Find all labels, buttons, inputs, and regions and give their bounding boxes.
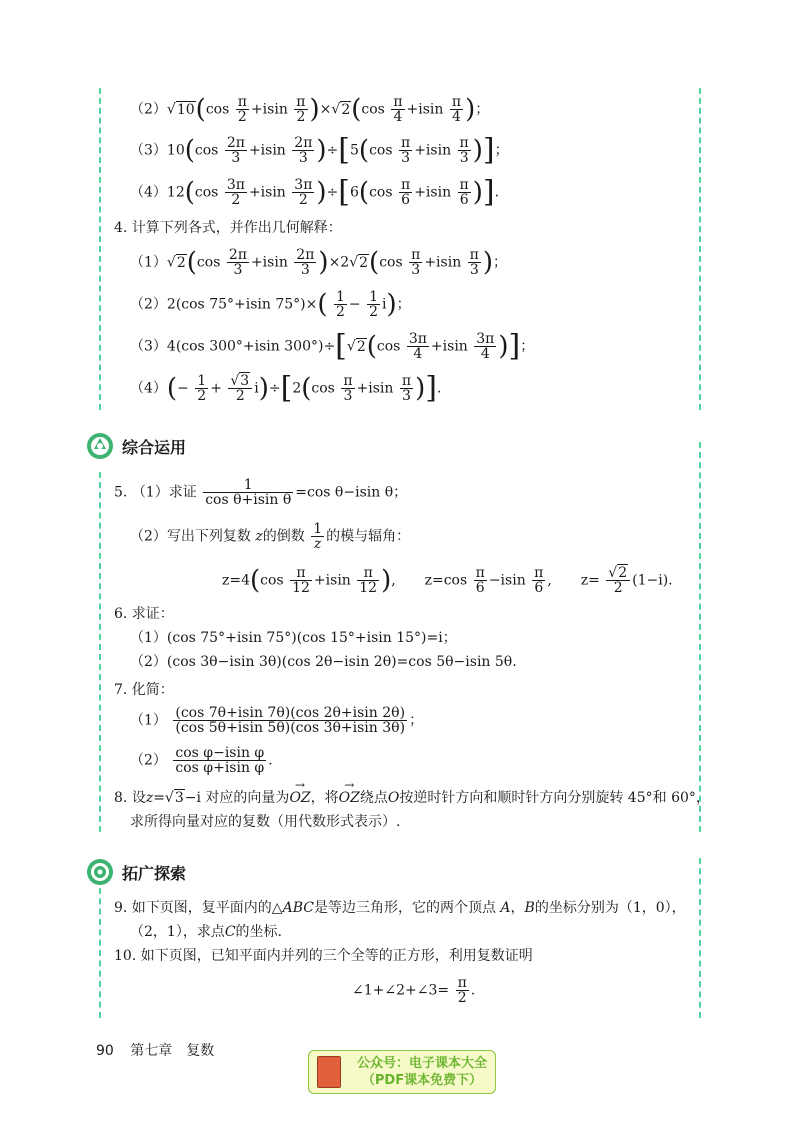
left-dashed-rule — [99, 88, 101, 410]
explore-icon — [86, 858, 114, 886]
left-dashed-rule — [99, 888, 101, 1018]
exercise-7-part-2: （2） $\frac{\text{cos φ−isin φ}}{\text{cos φ+isin φ}}$ . — [130, 745, 273, 776]
right-dashed-rule — [699, 88, 701, 410]
exercise-8-line-2: 求所得向量对应的复数（用代数形式表示）. — [130, 814, 401, 830]
section-header-explore — [86, 858, 186, 886]
exercise-4-part-1: （1）√2(cos $\frac{2\pi}{3}$ +isin $\frac{2\pi}{3}$ )×2√2(cos $\frac{\pi}{3}$ +isin $\frac{\pi}{3}$ )； — [130, 247, 508, 278]
stamp-line-1: 公众号：电子课本大全 — [356, 1056, 487, 1071]
section-title: 拓广探索 — [122, 863, 187, 883]
trefoil-icon — [86, 432, 114, 460]
exercise-3-part-3: （3）10(cos $\frac{2\pi}{3}$ +isin $\frac{2\pi}{3}$ )÷[5(cos $\frac{\pi}{3}$ +isin $\frac{\pi}{3}$ )]； — [130, 132, 509, 168]
chapter-title: 第七章 复数 — [130, 1043, 215, 1059]
stamp-line-2: （PDF课本免费下） — [361, 1073, 483, 1088]
exercise-6-title: 6. 求证： — [114, 606, 174, 622]
exercise-6-part-1: （1）(cos 75°+isin 75°)(cos 15°+isin 15°)=i； — [130, 630, 457, 646]
watermark-stamp — [308, 1050, 496, 1094]
exercise-9-line-2: （2，1），求点C的坐标. — [130, 924, 282, 940]
exercise-5-part-1: 5. （1）求证 $\frac{1}{\text{cos θ+isin θ}}$ =cos θ−isin θ； — [114, 477, 408, 508]
exercise-9-line-1: 9. 如下页图，复平面内的△ABC是等边三角形，它的两个顶点 A，B的坐标分别为（1，0）， — [114, 900, 686, 916]
section-title: 综合运用 — [122, 437, 187, 457]
exercise-4-part-3: （3）4(cos 300°+isin 300°)÷[√2(cos $\frac{3\pi}{4}$ +isin $\frac{3\pi}{4}$ )]； — [130, 328, 535, 364]
exercise-4-part-2: （2）2(cos 75°+isin 75°)×( $\frac{1}{2}$ − $\frac{1}{2}$ i)； — [130, 289, 411, 320]
exercise-7-title: 7. 化简： — [114, 682, 174, 698]
exercise-7-part-1: （1） $\frac{(\cos 7\theta+isin 7\theta)(\cos 2\theta+isin 2\theta)}{(\cos 5\theta+isin 5\theta)(\cos 3\theta+isin 3\theta)}$ ； — [130, 705, 424, 736]
section-header-comprehensive — [86, 432, 186, 460]
exercise-5-part-2: （2）写出下列复数 z的倒数 $\frac{1}{z}$ 的模与辐角： — [130, 521, 411, 552]
exercise-8-line-1: 8. 设z=√3−i 对应的向量为→ OZ，将→ OZ绕点O按逆时针方向和顺时针方向分别旋转 45°和 60°， — [114, 788, 710, 808]
exercise-4-part-4: （4）(− $\frac{1}{2}$ + $\frac{√3}{2}$ i)÷[2(cos $\frac{\pi}{3}$ +isin $\frac{\pi}{3}$ )]. — [130, 370, 442, 406]
page-number: 90 — [96, 1043, 114, 1059]
left-dashed-rule — [99, 472, 101, 832]
exercise-10-line-1: 10. 如下页图，已知平面内并列的三个全等的正方形，利用复数证明 — [114, 948, 533, 964]
exercise-10-formula: ∠1+∠2+∠3= $\frac{\pi}{2}$ . — [352, 975, 476, 1006]
book-icon — [317, 1056, 341, 1088]
right-dashed-rule — [699, 858, 701, 1018]
exercise-4-title: 4. 计算下列各式，并作出几何解释： — [114, 220, 342, 236]
exercise-5-values: z=4(cos $\frac{\pi}{12}$ +isin $\frac{\pi}{12}$ ), z=cos $\frac{\pi}{6}$ −isin $\frac{\pi}{6}$ , z= $\frac{√2}{2}$ (1−i). — [222, 565, 673, 596]
exercise-6-part-2: （2）(cos 3θ−isin 3θ)(cos 2θ−isin 2θ)=cos 5θ−isin 5θ. — [130, 654, 517, 670]
exercise-3-part-2: （2）√10(cos $\frac{\pi}{2}$ +isin $\frac{\pi}{2}$ )×√2(cos $\frac{\pi}{4}$ +isin $\frac{\pi}{4}$ )； — [130, 94, 490, 125]
right-dashed-rule — [699, 442, 701, 832]
exercise-3-part-4: （4）12(cos $\frac{3\pi}{2}$ +isin $\frac{3\pi}{2}$ )÷[6(cos $\frac{\pi}{6}$ +isin $\frac{\pi}{6}$ )]. — [130, 174, 500, 210]
page-footer — [96, 1040, 214, 1060]
